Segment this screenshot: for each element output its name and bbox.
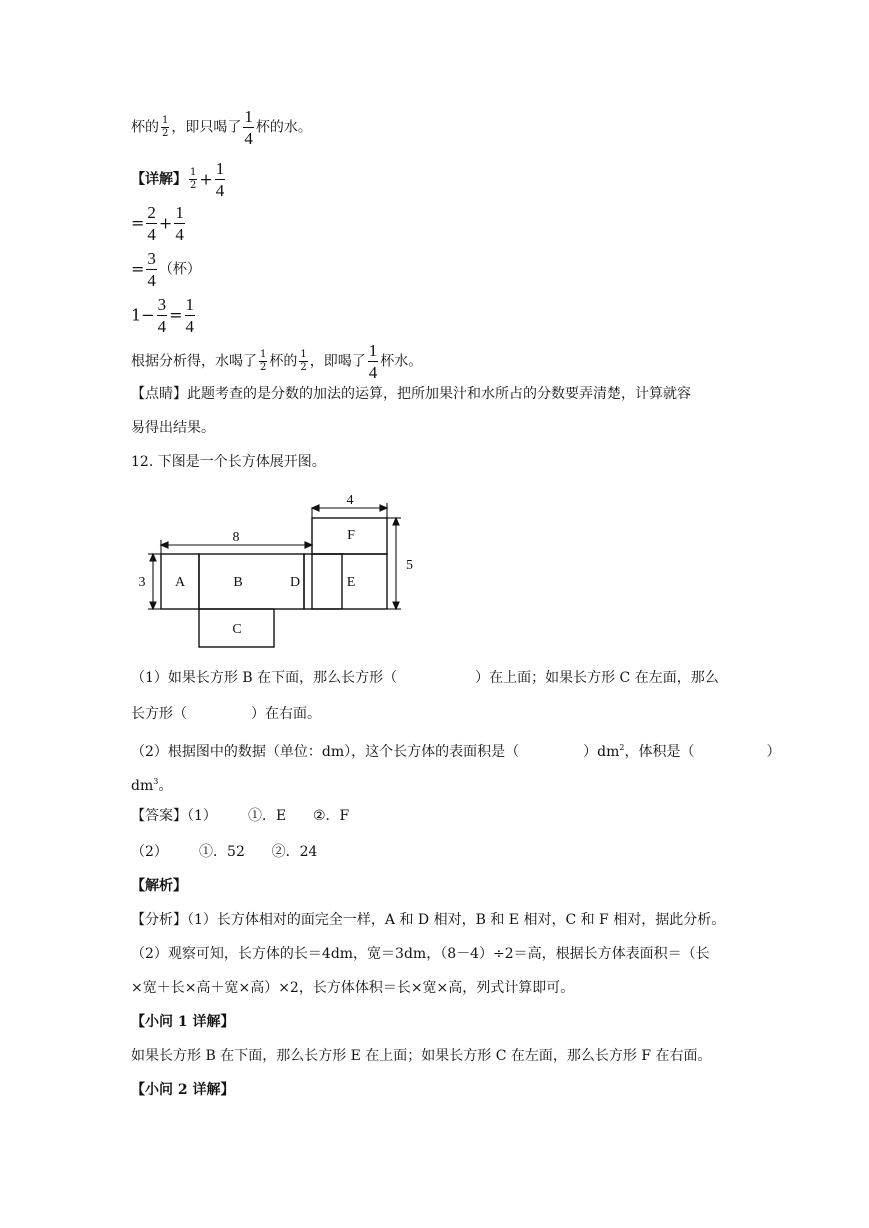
comment-line-1: 【点睛】此题考查的是分数的加法的运算，把所加果汁和水所占的分数要弄清楚，计算就容: [131, 386, 691, 402]
text-segment: 根据分析得，水喝了: [131, 353, 257, 370]
fraction-one-quarter: $\frac{1}{4}$: [175, 203, 184, 244]
dimension-label-8: 8: [232, 530, 240, 545]
face-label-C: C: [232, 622, 242, 637]
question-12-title: 12. 下图是一个长方体展开图。: [131, 454, 326, 470]
fraction-one-quarter: $\frac{1}{4}$: [368, 341, 378, 382]
text-segment: ）在右面。: [251, 706, 321, 722]
face-label-F: F: [347, 528, 355, 543]
fraction-one-half: $\frac{1}{2}$: [260, 349, 267, 373]
subquestion-1-line-1: [131, 668, 719, 688]
subquestion-2-line-2: [131, 772, 172, 796]
face-label-B: B: [233, 575, 243, 590]
step-line-2: [131, 250, 201, 289]
dimension-label-4: 4: [346, 493, 354, 508]
fraction-one-quarter: $\frac{1}{4}$: [185, 295, 194, 336]
sub1-label: 【小问 1 详解】: [131, 1014, 235, 1030]
text-line-cup-half: [131, 108, 312, 147]
face-B-rect: [199, 554, 304, 609]
sub1-text: 如果长方形 B 在下面，那么长方形 E 在上面；如果长方形 C 在左面，那么长方形 F 在右面。: [131, 1048, 712, 1064]
text-segment: ）: [766, 744, 781, 760]
answer-line-2: （2） ①．52 ②．24: [131, 844, 318, 860]
text-segment: 杯水。: [380, 353, 423, 370]
text-segment: ，即喝了: [309, 353, 366, 370]
face-label-A: A: [174, 575, 186, 590]
text-segment: ，即只喝了: [171, 119, 242, 136]
face-label-E: E: [346, 575, 356, 590]
text-segment: dm: [131, 778, 154, 794]
step-line-1: [131, 204, 187, 243]
step-line-3: [131, 296, 197, 335]
cuboid-net-diagram: [130, 488, 430, 658]
face-D-rect: [304, 554, 342, 609]
text-segment: （1）如果长方形 B 在下面，那么长方形（: [131, 670, 398, 686]
subquestion-2-line-1: [131, 738, 781, 762]
plus-sign: +: [158, 213, 173, 233]
text-segment: 杯的水。: [255, 119, 312, 136]
face-label-D: D: [289, 575, 301, 590]
fraction-three-quarters: $\frac{3}{4}$: [147, 249, 156, 290]
text-segment: 。: [158, 778, 173, 794]
text-segment: （2）根据图中的数据（单位：dm），这个长方体的表面积是（: [131, 744, 520, 760]
fraction-one-quarter: $\frac{1}{4}$: [244, 107, 253, 148]
dimension-label-3: 3: [138, 575, 146, 590]
fenxi-line-1: 【分析】（1）长方体相对的面完全一样，A 和 D 相对，B 和 E 相对，C 和 F 相对，据此分析。: [131, 912, 726, 928]
text-segment: 杯的: [269, 353, 298, 370]
fraction-one-half: $\frac{1}{2}$: [190, 167, 197, 191]
minus-sign: −: [141, 305, 155, 325]
equals-sign: =: [169, 305, 183, 325]
text-segment: ）dm: [583, 744, 620, 760]
subquestion-1-line-2: [131, 704, 321, 724]
superscript: 3: [153, 777, 159, 786]
comment-line-2: 易得出结果。: [131, 420, 215, 436]
plus-sign: +: [199, 169, 213, 189]
answer-line-1: 【答案】（1） ①．E ②．F: [131, 808, 350, 824]
fraction-one-quarter: $\frac{1}{4}$: [215, 159, 225, 200]
text-segment: 杯的: [131, 119, 159, 136]
text-segment: ，体积是（: [624, 744, 695, 760]
text-segment: ）在上面；如果长方形 C 在左面，那么: [475, 670, 719, 686]
number-one: 1: [131, 305, 142, 325]
detail-line: [131, 160, 227, 199]
superscript: 2: [619, 743, 625, 752]
sub2-label: 【小问 2 详解】: [131, 1082, 235, 1098]
unit-label: （杯）: [158, 261, 201, 278]
fenxi-line-2: （2）观察可知，长方体的长＝4dm，宽＝3dm，（8－4）÷2＝高，根据长方体表面积＝（长: [131, 946, 710, 962]
fraction-three-quarters: $\frac{3}{4}$: [157, 295, 167, 336]
fraction-one-half: $\frac{1}{2}$: [300, 349, 307, 373]
text-segment: 长方形（: [131, 706, 187, 722]
equals-sign: =: [131, 259, 145, 279]
detail-label: 【详解】: [131, 171, 187, 188]
fenxi-line-3: ×宽＋长×高＋宽×高）×2，长方体体积＝长×宽×高，列式计算即可。: [131, 980, 575, 996]
conclusion-line: [131, 342, 422, 381]
fraction-two-quarters: $\frac{2}{4}$: [147, 203, 156, 244]
dimension-label-5: 5: [406, 558, 413, 573]
equals-sign: =: [131, 213, 145, 233]
fraction-one-half: $\frac{1}{2}$: [162, 115, 169, 139]
analysis-label: 【解析】: [131, 878, 187, 894]
